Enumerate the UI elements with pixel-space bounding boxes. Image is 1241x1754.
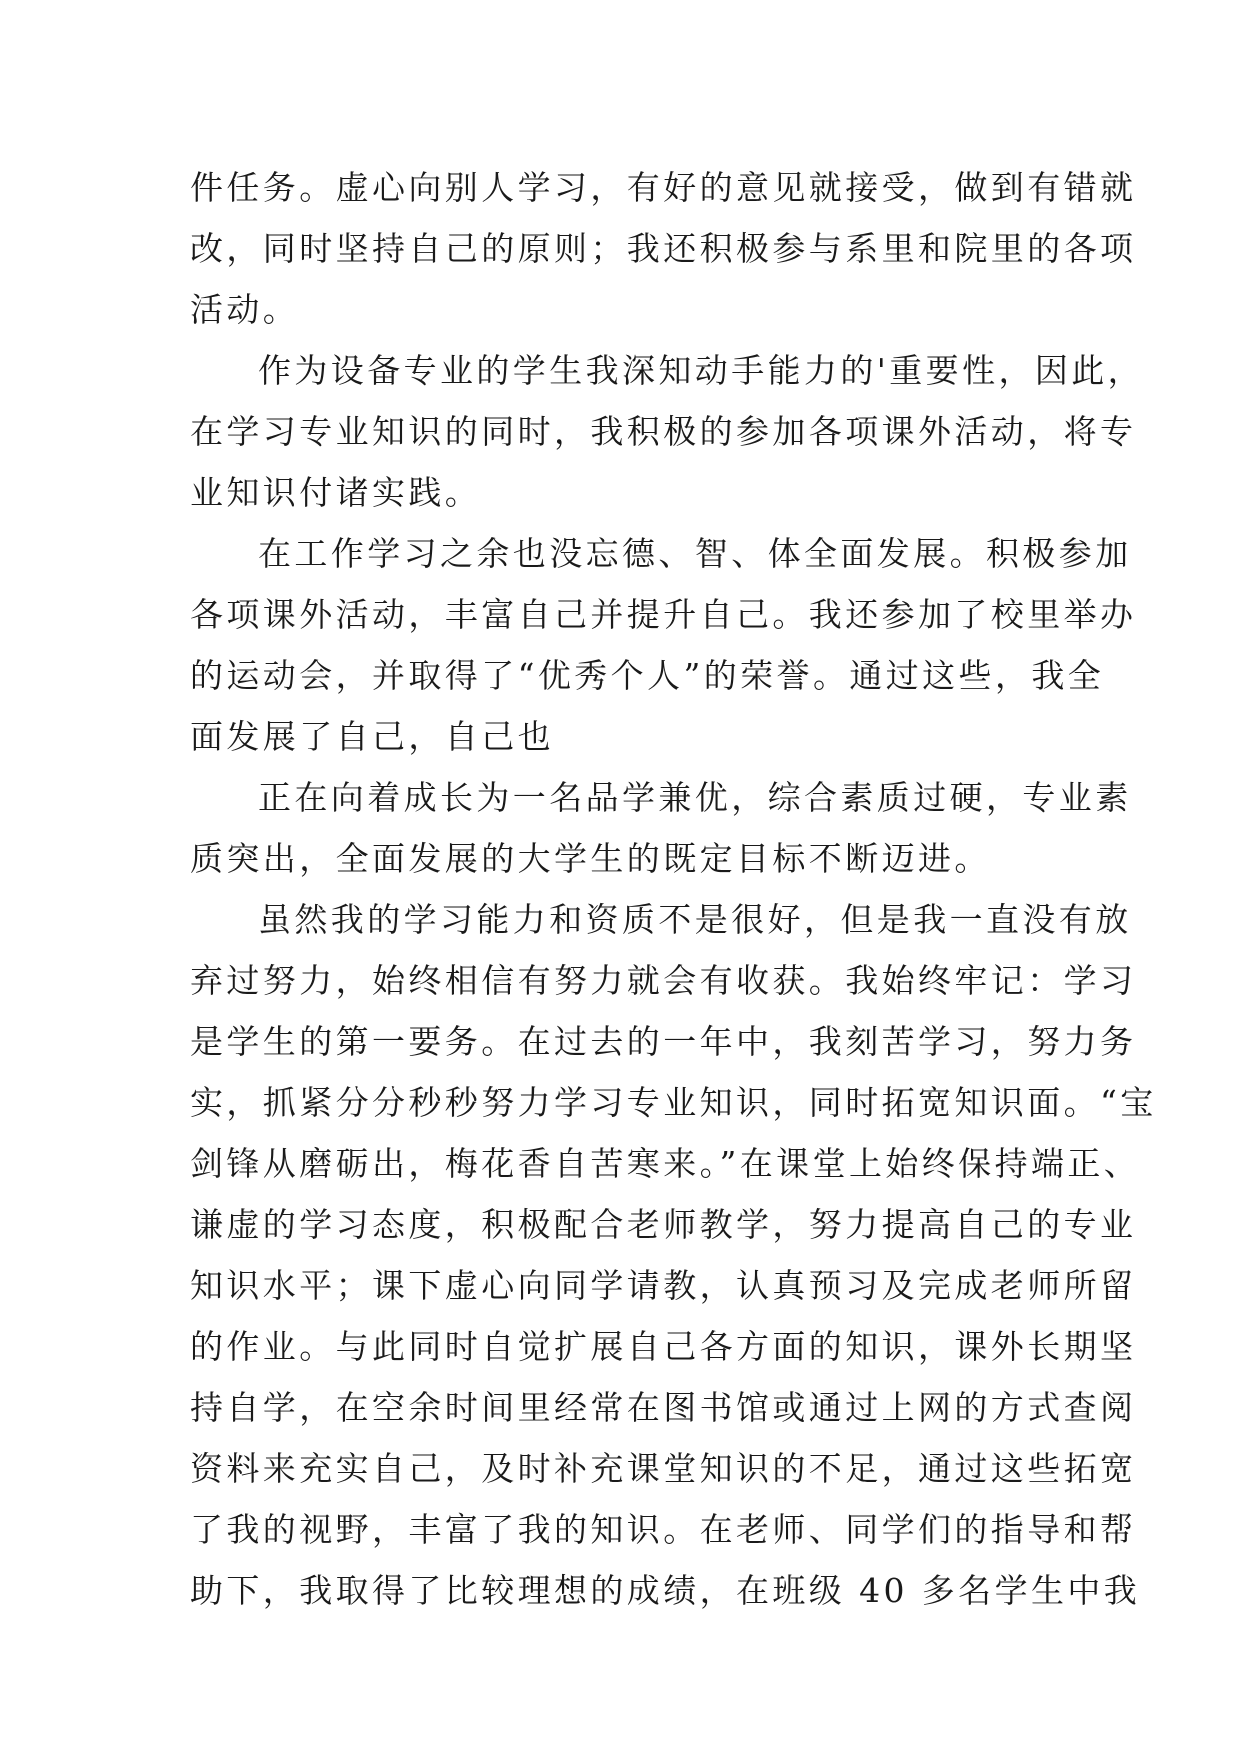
text-line-first: 虽然我的学习能力和资质不是很好，但是我一直没有放 bbox=[258, 900, 1132, 939]
paragraph-4 bbox=[190, 767, 1132, 889]
text-line-first: 正在向着成长为一名品学兼优，综合素质过硬，专业素 bbox=[258, 778, 1132, 817]
paragraph-3 bbox=[190, 523, 1137, 767]
text-line: 谦虚的学习态度，积极配合老师教学，努力提高自己的专业 bbox=[190, 1205, 1137, 1244]
paragraph-1 bbox=[190, 157, 1137, 340]
text-line: 活动。 bbox=[190, 290, 300, 329]
paragraph-2 bbox=[190, 340, 1145, 523]
text-line: 的运动会，并取得了“优秀个人”的荣誉。通过这些，我全 bbox=[190, 656, 1105, 695]
text-line-first: 在工作学习之余也没忘德、智、体全面发展。积极参加 bbox=[258, 534, 1132, 573]
text-line: 的作业。与此同时自觉扩展自己各方面的知识，课外长期坚 bbox=[190, 1327, 1137, 1366]
text-line: 弃过努力，始终相信有努力就会有收获。我始终牢记：学习 bbox=[190, 961, 1137, 1000]
text-line: 是学生的第一要务。在过去的一年中，我刻苦学习，努力务 bbox=[190, 1022, 1137, 1061]
text-line: 在学习专业知识的同时，我积极的参加各项课外活动，将专 bbox=[190, 412, 1137, 451]
text-line: 实，抓紧分分秒秒努力学习专业知识，同时拓宽知识面。“宝 bbox=[190, 1083, 1157, 1122]
text-line: 面发展了自己，自己也 bbox=[190, 717, 554, 756]
text-line: 件任务。虚心向别人学习，有好的意见就接受，做到有错就 bbox=[190, 168, 1137, 207]
body-text bbox=[190, 157, 1157, 1621]
text-line: 改，同时坚持自己的原则；我还积极参与系里和院里的各项 bbox=[190, 229, 1137, 268]
text-line: 各项课外活动，丰富自己并提升自己。我还参加了校里举办 bbox=[190, 595, 1137, 634]
text-line-first: 作为设备专业的学生我深知动手能力的'重要性，因此， bbox=[258, 351, 1145, 390]
text-line: 助下，我取得了比较理想的成绩，在班级 40 多名学生中我 bbox=[190, 1571, 1141, 1610]
text-line: 质突出，全面发展的大学生的既定目标不断迈进。 bbox=[190, 839, 991, 878]
text-line: 持自学，在空余时间里经常在图书馆或通过上网的方式查阅 bbox=[190, 1388, 1137, 1427]
text-line: 剑锋从磨砺出，梅花香自苦寒来。”在课堂上始终保持端正、 bbox=[190, 1144, 1141, 1183]
paragraph-5 bbox=[190, 889, 1157, 1621]
text-line: 知识水平；课下虚心向同学请教，认真预习及完成老师所留 bbox=[190, 1266, 1137, 1305]
text-line: 业知识付诸实践。 bbox=[190, 473, 482, 512]
text-line: 资料来充实自己，及时补充课堂知识的不足，通过这些拓宽 bbox=[190, 1449, 1137, 1488]
text-line: 了我的视野，丰富了我的知识。在老师、同学们的指导和帮 bbox=[190, 1510, 1137, 1549]
